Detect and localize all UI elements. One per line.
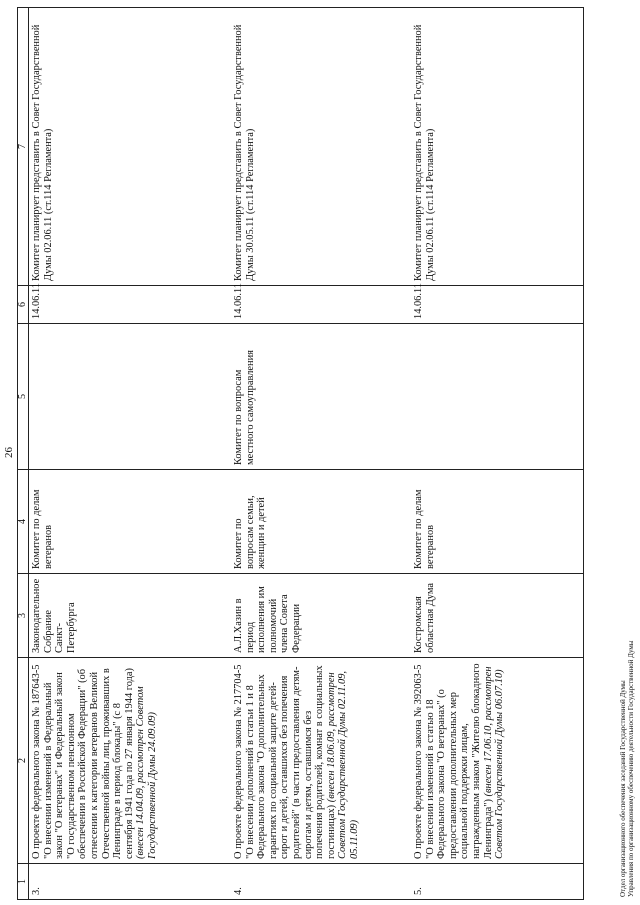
bill-description [231, 658, 411, 864]
committee-cell: Комитет по вопросам семьи, женщин и детей [231, 470, 411, 574]
document-footer [619, 641, 635, 897]
bill-description [29, 658, 232, 864]
action-cell: Комитет планирует представить в Совет Государственной Думы 02.06.11 (ст.114 Регламента) [411, 8, 584, 286]
row-number: 5. [411, 864, 584, 900]
bills-table [17, 7, 584, 900]
action-cell: Комитет планирует представить в Совет Государственной Думы 30.05.11 (ст.114 Регламента) [231, 8, 411, 286]
footer-line: Управления по организационному обеспечению деятельности Государственной Думы [627, 640, 635, 897]
column-header: 6 [18, 286, 29, 324]
bill-status-note: (внесен 18.06.09, рассмотрен Советом Государственной Думы 02.11.09, 05.11.09) [325, 670, 360, 859]
bill-status-note: (внесен 14.04.09, рассмотрен Советом Государственной Думы 24.09.09) [135, 686, 158, 859]
action-cell: Комитет планирует представить в Совет Государственной Думы 02.06.11 (ст.114 Регламента) [29, 8, 232, 286]
initiator-cell: А.Л.Хазин в период исполнения им полномочий члена Совета Федерации [231, 574, 411, 658]
column-header: 5 [18, 324, 29, 470]
date-cell: 14.06.11 [231, 286, 411, 324]
column-header: 4 [18, 470, 29, 574]
initiator-cell: Законодательное Собрание Санкт-Петербурга [29, 574, 232, 658]
column-header: 7 [18, 8, 29, 286]
table-row [231, 8, 411, 900]
bill-title: О проекте федерального закона № 392063-5 "О внесении изменений в статью 18 Федерального закона "О ветеранах" (о предоставлении дополнительных мер социальной поддержки лицам, награжденным знаком "Жителю блокадного Ленинграда") [413, 663, 494, 859]
co-committee-cell: Комитет по вопросам местного самоуправления [231, 324, 411, 470]
co-committee-cell [411, 324, 584, 470]
column-header: 3 [18, 574, 29, 658]
date-cell: 14.06.11 [29, 286, 232, 324]
column-header: 2 [18, 658, 29, 864]
row-number: 4. [231, 864, 411, 900]
table-row [411, 8, 584, 900]
page-number: 26 [3, 447, 15, 458]
column-header: 1 [18, 864, 29, 900]
committee-cell: Комитет по делам ветеранов [411, 470, 584, 574]
initiator-cell: Костромская областная Дума [411, 574, 584, 658]
footer-line: Отдел организационного обеспечения заседаний Государственной Думы [619, 680, 627, 897]
bill-title: О проекте федерального закона № 217704-5 "О внесении дополнений в статьи 1 и 8 Федерального закона "О дополнительных гарантиях по социальной защите детей-сирот и детей, оставшихся без попечения родителей" (в части предоставления детям-сиротам и детям, оставшимся без попечения родителей, комнат в социальных гостиницах) [233, 664, 337, 859]
committee-cell: Комитет по делам ветеранов [29, 470, 232, 574]
table-row [29, 8, 232, 900]
co-committee-cell [29, 324, 232, 470]
bill-status-note: (внесен 17.06.10, рассмотрен Советом Государственной Думы 06.07.10) [482, 666, 506, 859]
column-number-row [18, 8, 29, 900]
date-cell: 14.06.11 [411, 286, 584, 324]
bill-title: О проекте федерального закона № 187643-5 "О внесении изменений в Федеральный закон "О ветеранах" и Федеральный закон "О государственном пенсионном обеспечении в Российской Федерации" (об отнесении к категории ветеранов Великой Отечественной войны лиц, проживавших в Ленинграде в период блокады" (с 8 сентября 1941 года по 27 января 1944 года) [31, 664, 135, 859]
row-number: 3. [29, 864, 232, 900]
bill-description [411, 658, 584, 864]
